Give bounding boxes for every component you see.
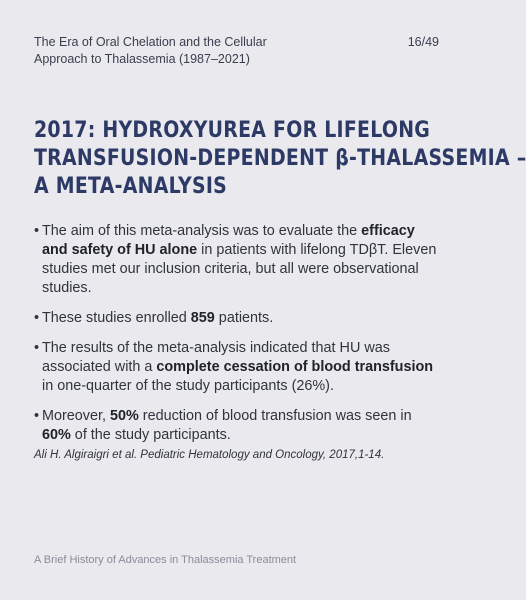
bullet-text: patients.	[214, 310, 274, 326]
title-line-3: A META-ANALYSIS	[34, 174, 228, 199]
title-line-2: TRANSFUSION-DEPENDENT β-THALASSEMIA –	[34, 146, 526, 171]
bullet-list	[34, 222, 444, 456]
slide-header	[34, 34, 364, 68]
bullet-item	[34, 309, 444, 328]
bullet-emphasis: efficacy and safety of HU alone	[42, 223, 415, 258]
bullet-emphasis: 859	[190, 310, 215, 326]
bullet-item	[34, 407, 444, 445]
title-line-1: 2017: HYDROXYUREA FOR LIFELONG	[34, 118, 431, 143]
header-line-2: Approach to Thalassemia (1987–2021)	[34, 52, 250, 66]
bullet-text: These studies enrolled	[42, 310, 191, 326]
bullet-text: of the study participants.	[70, 427, 231, 443]
bullet-text: reduction of blood transfusion was seen in	[138, 408, 412, 424]
bullet-emphasis: 60%	[42, 427, 71, 443]
header-line-1: The Era of Oral Chelation and the Cellular	[34, 35, 267, 49]
slide-title	[34, 117, 526, 201]
bullet-emphasis: complete cessation of blood transfusion	[156, 359, 434, 375]
bullet-text: The aim of this meta-analysis was to evaluate the	[42, 223, 362, 239]
citation: Ali H. Algiraigri et al. Pediatric Hematology and Oncology, 2017,1-14.	[34, 449, 385, 461]
bullet-item	[34, 222, 444, 298]
slide-footer: A Brief History of Advances in Thalassemia Treatment	[34, 554, 297, 566]
page-number: 16/49	[407, 35, 439, 49]
bullet-text: in patients with lifelong TDβT. Eleven studies met our inclusion criteria, but all were observational studies.	[42, 242, 437, 296]
bullet-emphasis: 50%	[109, 408, 139, 424]
bullet-item	[34, 339, 444, 396]
bullet-text: The results of the meta-analysis indicated that HU was associated with a	[42, 340, 390, 375]
bullet-text: in one-quarter of the study participants (26%).	[42, 378, 334, 394]
bullet-text: Moreover,	[42, 408, 110, 424]
